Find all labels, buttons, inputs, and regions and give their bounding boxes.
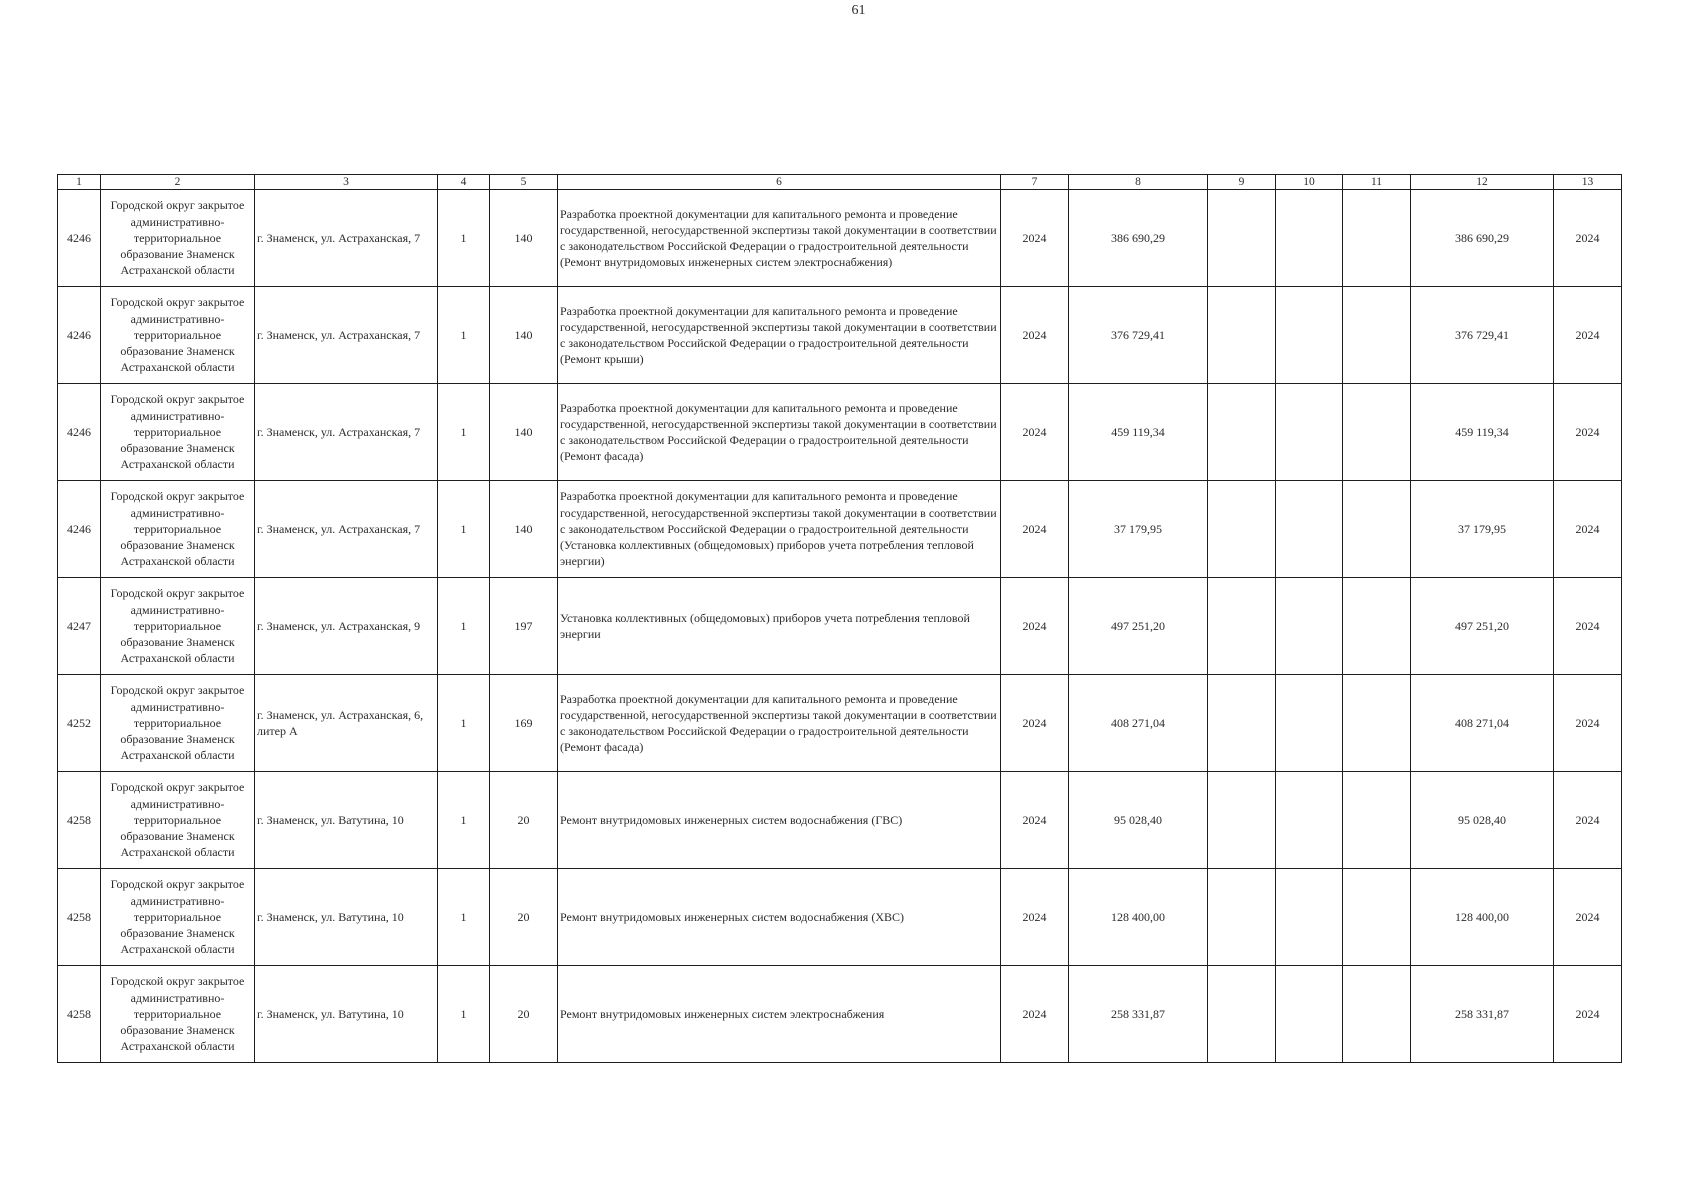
cell-address: г. Знаменск, ул. Астраханская, 7 xyxy=(255,287,438,384)
cell-col-4-value: 1 xyxy=(438,384,490,481)
column-header: 10 xyxy=(1276,175,1343,190)
cell-total-cost: 376 729,41 xyxy=(1069,287,1208,384)
cell-work-description: Разработка проектной документации для капитального ремонта и проведение государственной, негосударственной экспертизы такой документации в соответствии с законодательством Российской Федерации о градостроительной деятельности (Установка коллективных (общедомовых) приборов учета потребления тепловой энергии) xyxy=(558,481,1001,578)
cell-col-12-cost: 497 251,20 xyxy=(1411,578,1554,675)
cell-municipality: Городской округ закрытое административно-территориальное образование Знаменск Астраханской области xyxy=(101,287,255,384)
cell-col-12-cost: 128 400,00 xyxy=(1411,869,1554,966)
cell-total-cost: 386 690,29 xyxy=(1069,190,1208,287)
column-header: 5 xyxy=(490,175,558,190)
cell-completion-year: 2024 xyxy=(1554,869,1622,966)
cell-col-10-value xyxy=(1276,675,1343,772)
cell-col-10-value xyxy=(1276,869,1343,966)
cell-row-id: 4246 xyxy=(58,384,101,481)
cell-col-5-value: 140 xyxy=(490,481,558,578)
cell-address: г. Знаменск, ул. Ватутина, 10 xyxy=(255,869,438,966)
cell-work-description: Разработка проектной документации для капитального ремонта и проведение государственной, негосударственной экспертизы такой документации в соответствии с законодательством Российской Федерации о градостроительной деятельности (Ремонт фасада) xyxy=(558,384,1001,481)
cell-row-id: 4258 xyxy=(58,966,101,1063)
table-row xyxy=(58,287,1622,384)
cell-year: 2024 xyxy=(1001,578,1069,675)
table-row xyxy=(58,190,1622,287)
cell-row-id: 4247 xyxy=(58,578,101,675)
cell-completion-year: 2024 xyxy=(1554,675,1622,772)
cell-municipality: Городской округ закрытое административно-территориальное образование Знаменск Астраханской области xyxy=(101,772,255,869)
column-header: 3 xyxy=(255,175,438,190)
cell-col-9-value xyxy=(1208,772,1276,869)
cell-col-12-cost: 459 119,34 xyxy=(1411,384,1554,481)
cell-address: г. Знаменск, ул. Ватутина, 10 xyxy=(255,966,438,1063)
cell-row-id: 4258 xyxy=(58,772,101,869)
cell-col-10-value xyxy=(1276,481,1343,578)
cell-address: г. Знаменск, ул. Ватутина, 10 xyxy=(255,772,438,869)
table-row xyxy=(58,675,1622,772)
cell-year: 2024 xyxy=(1001,966,1069,1063)
cell-col-9-value xyxy=(1208,675,1276,772)
cell-col-12-cost: 408 271,04 xyxy=(1411,675,1554,772)
cell-municipality: Городской округ закрытое административно-территориальное образование Знаменск Астраханской области xyxy=(101,481,255,578)
column-header: 12 xyxy=(1411,175,1554,190)
cell-col-5-value: 140 xyxy=(490,190,558,287)
cell-completion-year: 2024 xyxy=(1554,384,1622,481)
cell-col-9-value xyxy=(1208,966,1276,1063)
cell-col-9-value xyxy=(1208,578,1276,675)
cell-col-11-value xyxy=(1343,287,1411,384)
cell-work-description: Разработка проектной документации для капитального ремонта и проведение государственной, негосударственной экспертизы такой документации в соответствии с законодательством Российской Федерации о градостроительной деятельности (Ремонт фасада) xyxy=(558,675,1001,772)
cell-col-11-value xyxy=(1343,675,1411,772)
cell-col-9-value xyxy=(1208,869,1276,966)
column-header: 4 xyxy=(438,175,490,190)
cell-col-12-cost: 376 729,41 xyxy=(1411,287,1554,384)
column-header: 1 xyxy=(58,175,101,190)
cell-completion-year: 2024 xyxy=(1554,966,1622,1063)
cell-total-cost: 37 179,95 xyxy=(1069,481,1208,578)
cell-year: 2024 xyxy=(1001,675,1069,772)
cell-municipality: Городской округ закрытое административно-территориальное образование Знаменск Астраханской области xyxy=(101,384,255,481)
cell-work-description: Установка коллективных (общедомовых) приборов учета потребления тепловой энергии xyxy=(558,578,1001,675)
cell-year: 2024 xyxy=(1001,190,1069,287)
table-row xyxy=(58,869,1622,966)
cell-row-id: 4258 xyxy=(58,869,101,966)
table-row xyxy=(58,966,1622,1063)
cell-col-10-value xyxy=(1276,287,1343,384)
cell-col-10-value xyxy=(1276,190,1343,287)
cell-municipality: Городской округ закрытое административно-территориальное образование Знаменск Астраханской области xyxy=(101,578,255,675)
cell-col-10-value xyxy=(1276,384,1343,481)
cell-col-12-cost: 95 028,40 xyxy=(1411,772,1554,869)
cell-total-cost: 95 028,40 xyxy=(1069,772,1208,869)
cell-col-9-value xyxy=(1208,190,1276,287)
cell-work-description: Разработка проектной документации для капитального ремонта и проведение государственной, негосударственной экспертизы такой документации в соответствии с законодательством Российской Федерации о градостроительной деятельности (Ремонт крыши) xyxy=(558,287,1001,384)
cell-row-id: 4246 xyxy=(58,287,101,384)
cell-col-11-value xyxy=(1343,384,1411,481)
column-header: 8 xyxy=(1069,175,1208,190)
table-row xyxy=(58,481,1622,578)
cell-col-5-value: 20 xyxy=(490,966,558,1063)
column-header: 9 xyxy=(1208,175,1276,190)
cell-total-cost: 459 119,34 xyxy=(1069,384,1208,481)
cell-col-5-value: 197 xyxy=(490,578,558,675)
capital-repair-table xyxy=(57,174,1622,1063)
cell-col-10-value xyxy=(1276,966,1343,1063)
cell-col-12-cost: 37 179,95 xyxy=(1411,481,1554,578)
cell-col-9-value xyxy=(1208,384,1276,481)
cell-row-id: 4252 xyxy=(58,675,101,772)
cell-work-description: Ремонт внутридомовых инженерных систем электроснабжения xyxy=(558,966,1001,1063)
cell-col-4-value: 1 xyxy=(438,869,490,966)
cell-year: 2024 xyxy=(1001,384,1069,481)
cell-col-9-value xyxy=(1208,287,1276,384)
cell-municipality: Городской округ закрытое административно-территориальное образование Знаменск Астраханской области xyxy=(101,966,255,1063)
table-row xyxy=(58,772,1622,869)
cell-col-11-value xyxy=(1343,578,1411,675)
cell-col-12-cost: 386 690,29 xyxy=(1411,190,1554,287)
cell-address: г. Знаменск, ул. Астраханская, 6, литер А xyxy=(255,675,438,772)
cell-col-9-value xyxy=(1208,481,1276,578)
cell-col-4-value: 1 xyxy=(438,578,490,675)
cell-col-11-value xyxy=(1343,481,1411,578)
cell-municipality: Городской округ закрытое административно-территориальное образование Знаменск Астраханской области xyxy=(101,675,255,772)
column-number-row xyxy=(58,175,1622,190)
cell-col-10-value xyxy=(1276,578,1343,675)
cell-total-cost: 497 251,20 xyxy=(1069,578,1208,675)
cell-col-11-value xyxy=(1343,966,1411,1063)
cell-col-11-value xyxy=(1343,869,1411,966)
column-header: 6 xyxy=(558,175,1001,190)
cell-year: 2024 xyxy=(1001,772,1069,869)
cell-total-cost: 408 271,04 xyxy=(1069,675,1208,772)
cell-col-10-value xyxy=(1276,772,1343,869)
cell-address: г. Знаменск, ул. Астраханская, 9 xyxy=(255,578,438,675)
cell-completion-year: 2024 xyxy=(1554,190,1622,287)
cell-col-4-value: 1 xyxy=(438,481,490,578)
cell-col-5-value: 169 xyxy=(490,675,558,772)
cell-col-5-value: 20 xyxy=(490,869,558,966)
cell-col-4-value: 1 xyxy=(438,772,490,869)
cell-work-description: Ремонт внутридомовых инженерных систем водоснабжения (ХВС) xyxy=(558,869,1001,966)
cell-col-4-value: 1 xyxy=(438,190,490,287)
cell-col-4-value: 1 xyxy=(438,966,490,1063)
cell-total-cost: 128 400,00 xyxy=(1069,869,1208,966)
cell-year: 2024 xyxy=(1001,287,1069,384)
column-header: 13 xyxy=(1554,175,1622,190)
cell-total-cost: 258 331,87 xyxy=(1069,966,1208,1063)
cell-col-5-value: 140 xyxy=(490,384,558,481)
cell-col-12-cost: 258 331,87 xyxy=(1411,966,1554,1063)
cell-col-4-value: 1 xyxy=(438,287,490,384)
cell-completion-year: 2024 xyxy=(1554,481,1622,578)
cell-row-id: 4246 xyxy=(58,190,101,287)
cell-address: г. Знаменск, ул. Астраханская, 7 xyxy=(255,481,438,578)
column-header: 7 xyxy=(1001,175,1069,190)
column-header: 11 xyxy=(1343,175,1411,190)
cell-year: 2024 xyxy=(1001,481,1069,578)
column-header: 2 xyxy=(101,175,255,190)
cell-work-description: Ремонт внутридомовых инженерных систем водоснабжения (ГВС) xyxy=(558,772,1001,869)
cell-col-11-value xyxy=(1343,772,1411,869)
table-row xyxy=(58,578,1622,675)
page-number: 61 xyxy=(851,3,866,18)
cell-row-id: 4246 xyxy=(58,481,101,578)
cell-address: г. Знаменск, ул. Астраханская, 7 xyxy=(255,190,438,287)
cell-year: 2024 xyxy=(1001,869,1069,966)
cell-municipality: Городской округ закрытое административно-территориальное образование Знаменск Астраханской области xyxy=(101,190,255,287)
cell-municipality: Городской округ закрытое административно-территориальное образование Знаменск Астраханской области xyxy=(101,869,255,966)
cell-work-description: Разработка проектной документации для капитального ремонта и проведение государственной, негосударственной экспертизы такой документации в соответствии с законодательством Российской Федерации о градостроительной деятельности (Ремонт внутридомовых инженерных систем электроснабжения) xyxy=(558,190,1001,287)
cell-col-4-value: 1 xyxy=(438,675,490,772)
cell-completion-year: 2024 xyxy=(1554,287,1622,384)
cell-col-5-value: 140 xyxy=(490,287,558,384)
cell-address: г. Знаменск, ул. Астраханская, 7 xyxy=(255,384,438,481)
cell-col-5-value: 20 xyxy=(490,772,558,869)
table-row xyxy=(58,384,1622,481)
cell-completion-year: 2024 xyxy=(1554,578,1622,675)
cell-completion-year: 2024 xyxy=(1554,772,1622,869)
cell-col-11-value xyxy=(1343,190,1411,287)
